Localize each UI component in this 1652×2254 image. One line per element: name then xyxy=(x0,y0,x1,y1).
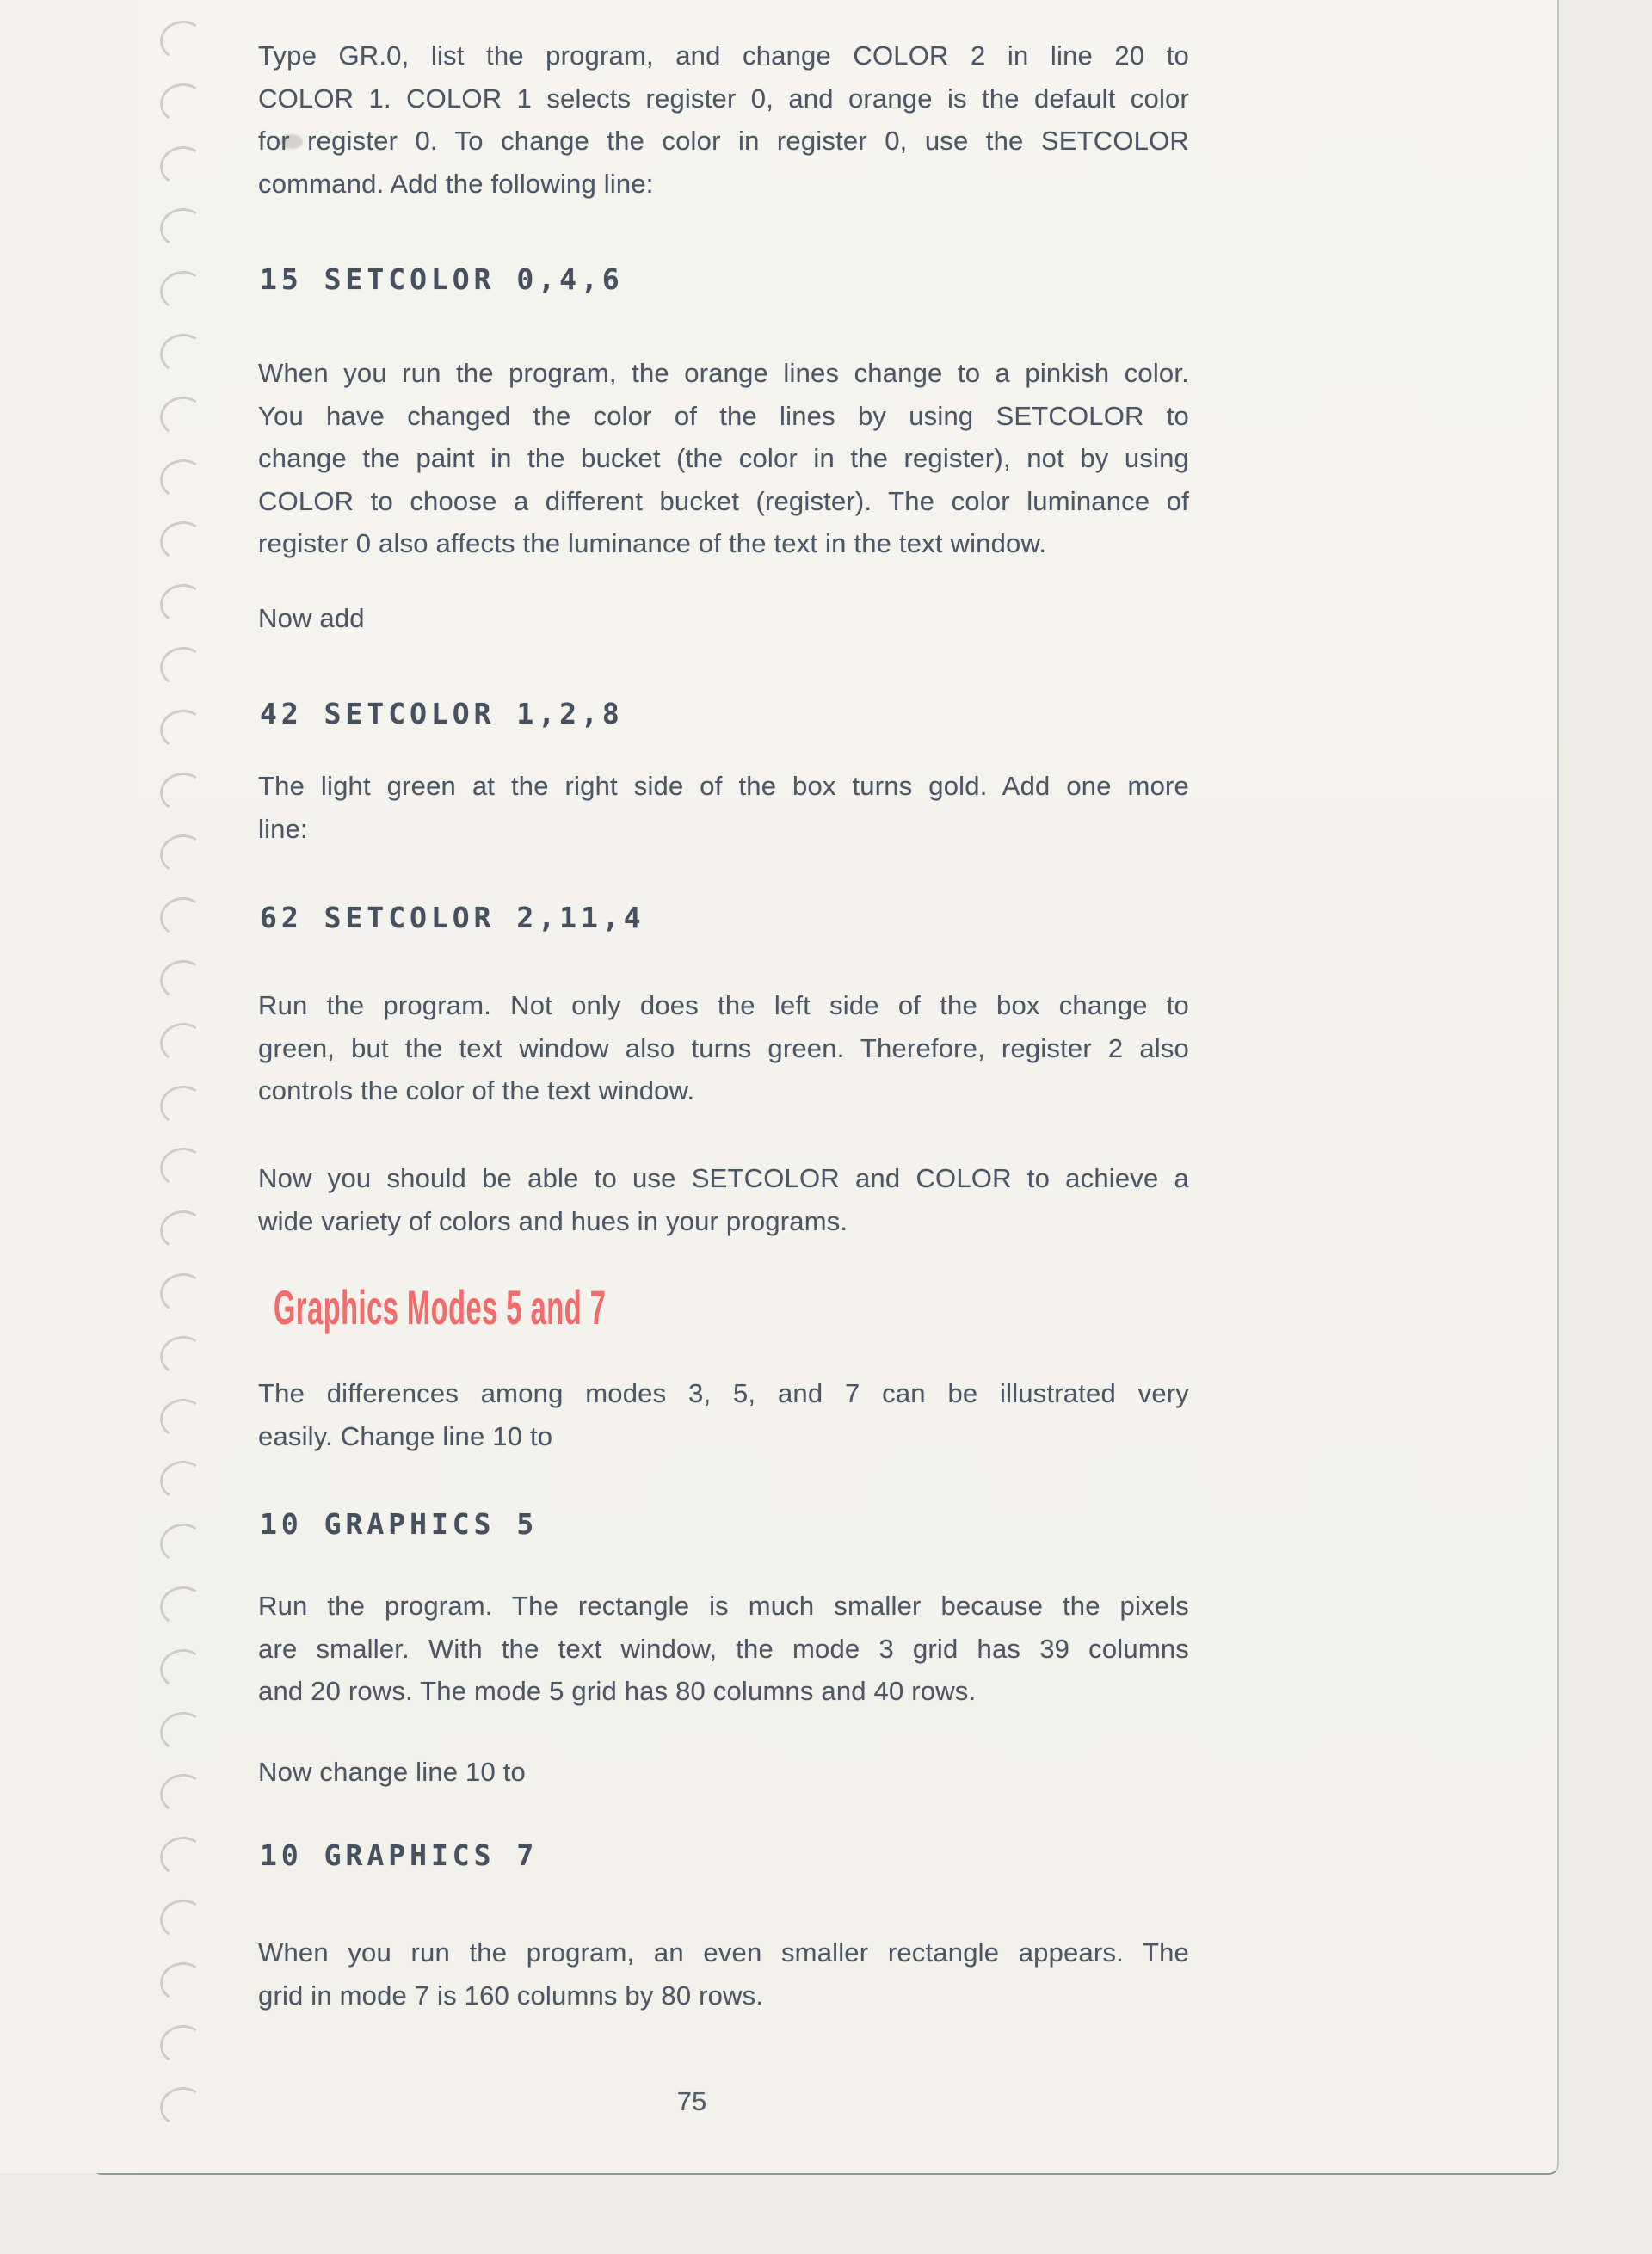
paragraph-line: controls the color of the text window. xyxy=(258,1075,695,1105)
binding-hole-arc xyxy=(157,456,207,502)
paragraph-now-change: Now change line 10 to xyxy=(258,1757,526,1787)
binding-hole-arc xyxy=(157,393,207,439)
binding-hole-arc xyxy=(157,331,207,377)
binding-hole-arc xyxy=(157,895,207,940)
binding-hole-arc xyxy=(157,1333,207,1378)
binding-hole-arc xyxy=(157,1771,207,1817)
paragraph-setcolor-explanation xyxy=(258,352,1189,565)
binding-hole-arc xyxy=(157,143,207,188)
spiral-binding-rail xyxy=(0,0,224,2254)
paragraph-line: When you run the program, an even smaller rectangle appears. The xyxy=(258,1937,1189,1968)
section-heading: Graphics Modes 5 and 7 xyxy=(274,1280,607,1334)
paragraph-line: Run the program. Not only does the left side of the box change to xyxy=(258,990,1189,1020)
paragraph-line: for register 0. To change the color in register 0, use the SETCOLOR xyxy=(258,126,1189,156)
paragraph-mode-5 xyxy=(258,1585,1189,1713)
paragraph-intro xyxy=(258,34,1189,205)
paragraph-light-green xyxy=(258,765,1189,850)
page-number: 75 xyxy=(676,2086,707,2116)
binding-hole-arc xyxy=(157,1834,207,1880)
binding-hole-arc xyxy=(157,644,207,690)
binding-hole-arc xyxy=(157,1019,207,1065)
paragraph-now-add: Now add xyxy=(258,603,365,633)
paragraph-line: The light green at the right side of the box turns gold. Add one more xyxy=(258,771,1189,801)
paragraph-modes-intro xyxy=(258,1372,1189,1457)
binding-hole-arc xyxy=(157,519,207,564)
paragraph-summary xyxy=(258,1157,1189,1242)
paragraph-line: command. Add the following line: xyxy=(258,168,654,199)
binding-hole-arc xyxy=(157,769,207,815)
binding-hole-arc xyxy=(157,1959,207,2005)
binding-hole-arc xyxy=(157,268,207,314)
paragraph-line: grid in mode 7 is 160 columns by 80 rows. xyxy=(258,1980,764,2011)
binding-hole-arc xyxy=(157,1521,207,1567)
paragraph-line: The differences among modes 3, 5, and 7 can be illustrated very xyxy=(258,1378,1189,1408)
binding-hole-arc xyxy=(157,2022,207,2067)
binding-hole-arc xyxy=(157,706,207,752)
binding-hole-arc xyxy=(157,80,207,126)
paragraph-mode-7 xyxy=(258,1931,1189,2017)
paragraph-line: COLOR to choose a different bucket (register). The color luminance of xyxy=(258,485,1189,516)
code-line-setcolor-1: 42 SETCOLOR 1,2,8 xyxy=(260,697,624,730)
binding-hole-arc xyxy=(157,1082,207,1128)
binding-hole-arc xyxy=(157,1395,207,1441)
binding-hole-arc xyxy=(157,958,207,1003)
code-line-graphics-5: 10 GRAPHICS 5 xyxy=(260,1507,539,1541)
paragraph-line: and 20 rows. The mode 5 grid has 80 columns and 40 rows. xyxy=(258,1676,977,1706)
paragraph-line: Now you should be able to use SETCOLOR and COLOR to achieve a xyxy=(258,1163,1189,1193)
binding-hole-arc xyxy=(157,1709,207,1754)
binding-hole-arc xyxy=(157,1271,207,1316)
binding-hole-arc xyxy=(157,1584,207,1629)
paragraph-line: green, but the text window also turns green. Therefore, register 2 also xyxy=(258,1032,1189,1063)
binding-hole-arc xyxy=(157,1458,207,1504)
code-line-graphics-7: 10 GRAPHICS 7 xyxy=(260,1838,539,1872)
paragraph-register-2 xyxy=(258,984,1189,1112)
code-line-setcolor-2: 62 SETCOLOR 2,11,4 xyxy=(260,901,645,934)
paragraph-line: COLOR 1. COLOR 1 selects register 0, and orange is the default color xyxy=(258,83,1189,114)
paragraph-line: wide variety of colors and hues in your programs. xyxy=(258,1205,848,1236)
binding-hole-arc xyxy=(157,1145,207,1191)
paragraph-line: change the paint in the bucket (the color in the register), not by using xyxy=(258,443,1189,473)
binding-hole-arc xyxy=(157,1646,207,1691)
binding-hole-arc xyxy=(157,832,207,878)
binding-hole-arc xyxy=(157,1208,207,1253)
paragraph-line: Type GR.0, list the program, and change COLOR 2 in line 20 to xyxy=(258,40,1189,71)
paragraph-line: You have changed the color of the lines by using SETCOLOR to xyxy=(258,400,1189,431)
paragraph-line: line: xyxy=(258,813,308,844)
binding-hole-arc xyxy=(157,582,207,627)
binding-hole-arc xyxy=(157,206,207,251)
binding-hole-arc xyxy=(157,2085,207,2130)
paragraph-line: When you run the program, the orange lines change to a pinkish color. xyxy=(258,358,1189,388)
paragraph-line: register 0 also affects the luminance of the text in the text window. xyxy=(258,528,1047,558)
code-line-setcolor-0: 15 SETCOLOR 0,4,6 xyxy=(260,262,624,296)
binding-hole-arc xyxy=(157,18,207,64)
paragraph-line: are smaller. With the text window, the mode 3 grid has 39 columns xyxy=(258,1633,1189,1664)
paragraph-line: Run the program. The rectangle is much smaller because the pixels xyxy=(258,1591,1189,1621)
binding-hole-arc xyxy=(157,1897,207,1943)
paragraph-line: easily. Change line 10 to xyxy=(258,1420,553,1451)
